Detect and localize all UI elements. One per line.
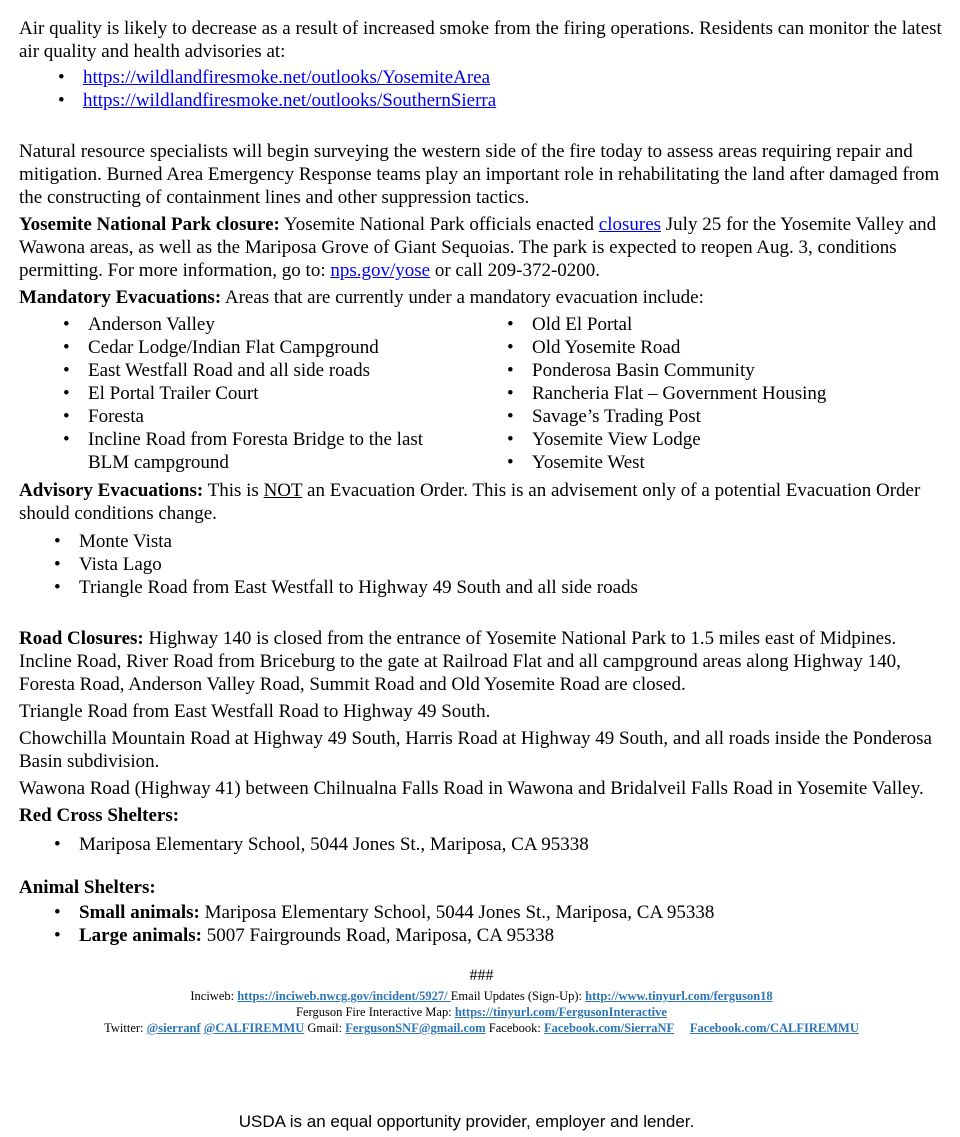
interactive-map-link[interactable]: https://tinyurl.com/FergusonInteractive (454, 1005, 667, 1019)
email-updates-link[interactable]: http://www.tinyurl.com/ferguson18 (585, 989, 773, 1003)
list-item (79, 924, 944, 947)
mandatory-text: Areas that are currently under a mandatory evacuation include: (221, 287, 704, 308)
contact-footer (19, 988, 944, 1036)
yosemite-closure-paragraph (19, 213, 944, 282)
document-page (19, 17, 944, 1036)
mandatory-evacuations-paragraph (19, 286, 944, 309)
list-item: • Triangle Road from East Westfall to Highway 49 South and all side roads (79, 576, 944, 599)
list-item: • Savage’s Trading Post (532, 405, 826, 428)
air-quality-links (19, 66, 944, 112)
list-item: • Foresta (88, 405, 466, 428)
advisory-text-2: an Evacuation Order. This is an advisement only of a potential Evacuation Order should conditions change. (19, 480, 921, 524)
gmail-label: Gmail: (304, 1021, 346, 1035)
list-item: • Old Yosemite Road (532, 336, 826, 359)
advisory-list (19, 530, 944, 599)
resource-paragraph: Natural resource specialists will begin surveying the western side of the fire today to assess areas requiring repair and mitigation. Burned Area Emergency Response teams play an important role in rehabilitating the land after damaged from the constructing of containment lines and other suppression tactics. (19, 141, 940, 208)
mandatory-evacuation-columns (19, 313, 944, 474)
large-animals-text: 5007 Fairgrounds Road, Mariposa, CA 95338 (201, 925, 555, 946)
facebook-sierranf-link[interactable]: Facebook.com/SierraNF (544, 1021, 675, 1035)
twitter-sierranf-link[interactable]: @sierranf (146, 1021, 201, 1035)
closures-link[interactable]: closures (598, 214, 662, 235)
chowchilla-paragraph: Chowchilla Mountain Road at Highway 49 South, Harris Road at Highway 49 South, and all roads inside the Ponderosa Basin subdivision. (19, 728, 932, 772)
list-item: • Yosemite View Lodge (532, 428, 826, 451)
list-item: • Rancheria Flat – Government Housing (532, 382, 826, 405)
mandatory-list-left (19, 313, 466, 474)
list-item: • Ponderosa Basin Community (532, 359, 826, 382)
list-item: • El Portal Trailer Court (88, 382, 466, 405)
usda-statement: USDA is an equal opportunity provider, employer and lender. (238, 1112, 695, 1131)
list-item (83, 66, 944, 89)
inciweb-link[interactable]: https://inciweb.nwcg.gov/incident/5927/ (237, 989, 451, 1003)
inciweb-label: Inciweb: (190, 989, 238, 1003)
list-item: • Old El Portal (532, 313, 826, 336)
footer-line-2 (19, 1004, 944, 1020)
yosemite-text-2: July 25 for the Yosemite Valley and Wawona areas, as well as the Mariposa Grove of Giant Sequoias. The park is expected to reopen Aug. 3, conditions permitting. For more information, go to: (19, 214, 937, 281)
yosemite-closure-heading: Yosemite National Park closure: (19, 214, 280, 235)
twitter-calfiremmu-link[interactable]: @CALFIREMMU (203, 1021, 305, 1035)
yosemite-text-3: or call 209-372-0200. (430, 260, 601, 281)
footer-line-1 (19, 988, 944, 1004)
mandatory-list-right (466, 313, 826, 474)
wawona-paragraph: Wawona Road (Highway 41) between Chilnualna Falls Road in Wawona and Bridalveil Falls Road in Yosemite Valley. (19, 778, 924, 799)
list-item: • Cedar Lodge/Indian Flat Campground (88, 336, 466, 359)
email-updates-label: Email Updates (Sign-Up): (450, 989, 586, 1003)
small-animals-text: Mariposa Elementary School, 5044 Jones St., Mariposa, CA 95338 (199, 902, 715, 923)
advisory-text-1: This is (203, 480, 264, 501)
animal-shelters-list (19, 901, 944, 947)
list-item: • Incline Road from Foresta Bridge to the last BLM campground (88, 428, 466, 474)
map-label: Ferguson Fire Interactive Map: (296, 1005, 455, 1019)
list-item (79, 901, 944, 924)
air-quality-paragraph: Air quality is likely to decrease as a result of increased smoke from the firing operations. Residents can monitor the latest air quality and health advisories at: (19, 18, 942, 62)
southern-sierra-link[interactable]: https://wildlandfiresmoke.net/outlooks/SouthernSierra (83, 90, 497, 111)
twitter-label: Twitter: (104, 1021, 147, 1035)
not-emphasis: NOT (263, 480, 303, 501)
yosemite-area-link[interactable]: https://wildlandfiresmoke.net/outlooks/YosemiteArea (83, 67, 491, 88)
gmail-link[interactable]: FergusonSNF@gmail.com (345, 1021, 486, 1035)
list-item: • East Westfall Road and all side roads (88, 359, 466, 382)
red-cross-heading: Red Cross Shelters: (19, 805, 180, 826)
road-closures-heading: Road Closures: (19, 628, 144, 649)
list-item: • Monte Vista (79, 530, 944, 553)
list-item: • Mariposa Elementary School, 5044 Jones St., Mariposa, CA 95338 (79, 833, 944, 856)
yosemite-text-1: Yosemite National Park officials enacted (279, 214, 599, 235)
road-closures-paragraph (19, 627, 944, 696)
red-cross-list (19, 833, 944, 856)
section-separator: ### (469, 967, 494, 984)
road-closures-text: Highway 140 is closed from the entrance of Yosemite National Park to 1.5 miles east of Midpines. Incline Road, River Road from Briceburg to the gate at Railroad Flat and all campground areas along Highway 140, Foresta Road, Anderson Valley Road, Summit Road and Old Yosemite Road are closed. (19, 628, 901, 695)
list-item: • Anderson Valley (88, 313, 466, 336)
large-animals-label: Large animals: (79, 925, 202, 946)
small-animals-label: Small animals: (79, 902, 200, 923)
footer-line-3 (19, 1020, 944, 1036)
list-item: • Vista Lago (79, 553, 944, 576)
advisory-heading: Advisory Evacuations: (19, 480, 204, 501)
red-cross-heading-paragraph (19, 804, 944, 827)
list-item (83, 89, 944, 112)
advisory-evacuations-paragraph (19, 479, 944, 525)
list-item: • Yosemite West (532, 451, 826, 474)
triangle-road-paragraph: Triangle Road from East Westfall Road to Highway 49 South. (19, 701, 491, 722)
nps-link[interactable]: nps.gov/yose (330, 260, 431, 281)
facebook-calfiremmu-link[interactable]: Facebook.com/CALFIREMMU (689, 1021, 859, 1035)
mandatory-heading: Mandatory Evacuations: (19, 287, 222, 308)
animal-shelters-heading-paragraph (19, 876, 944, 899)
facebook-label: Facebook: (485, 1021, 544, 1035)
animal-shelters-heading: Animal Shelters: (19, 877, 156, 898)
